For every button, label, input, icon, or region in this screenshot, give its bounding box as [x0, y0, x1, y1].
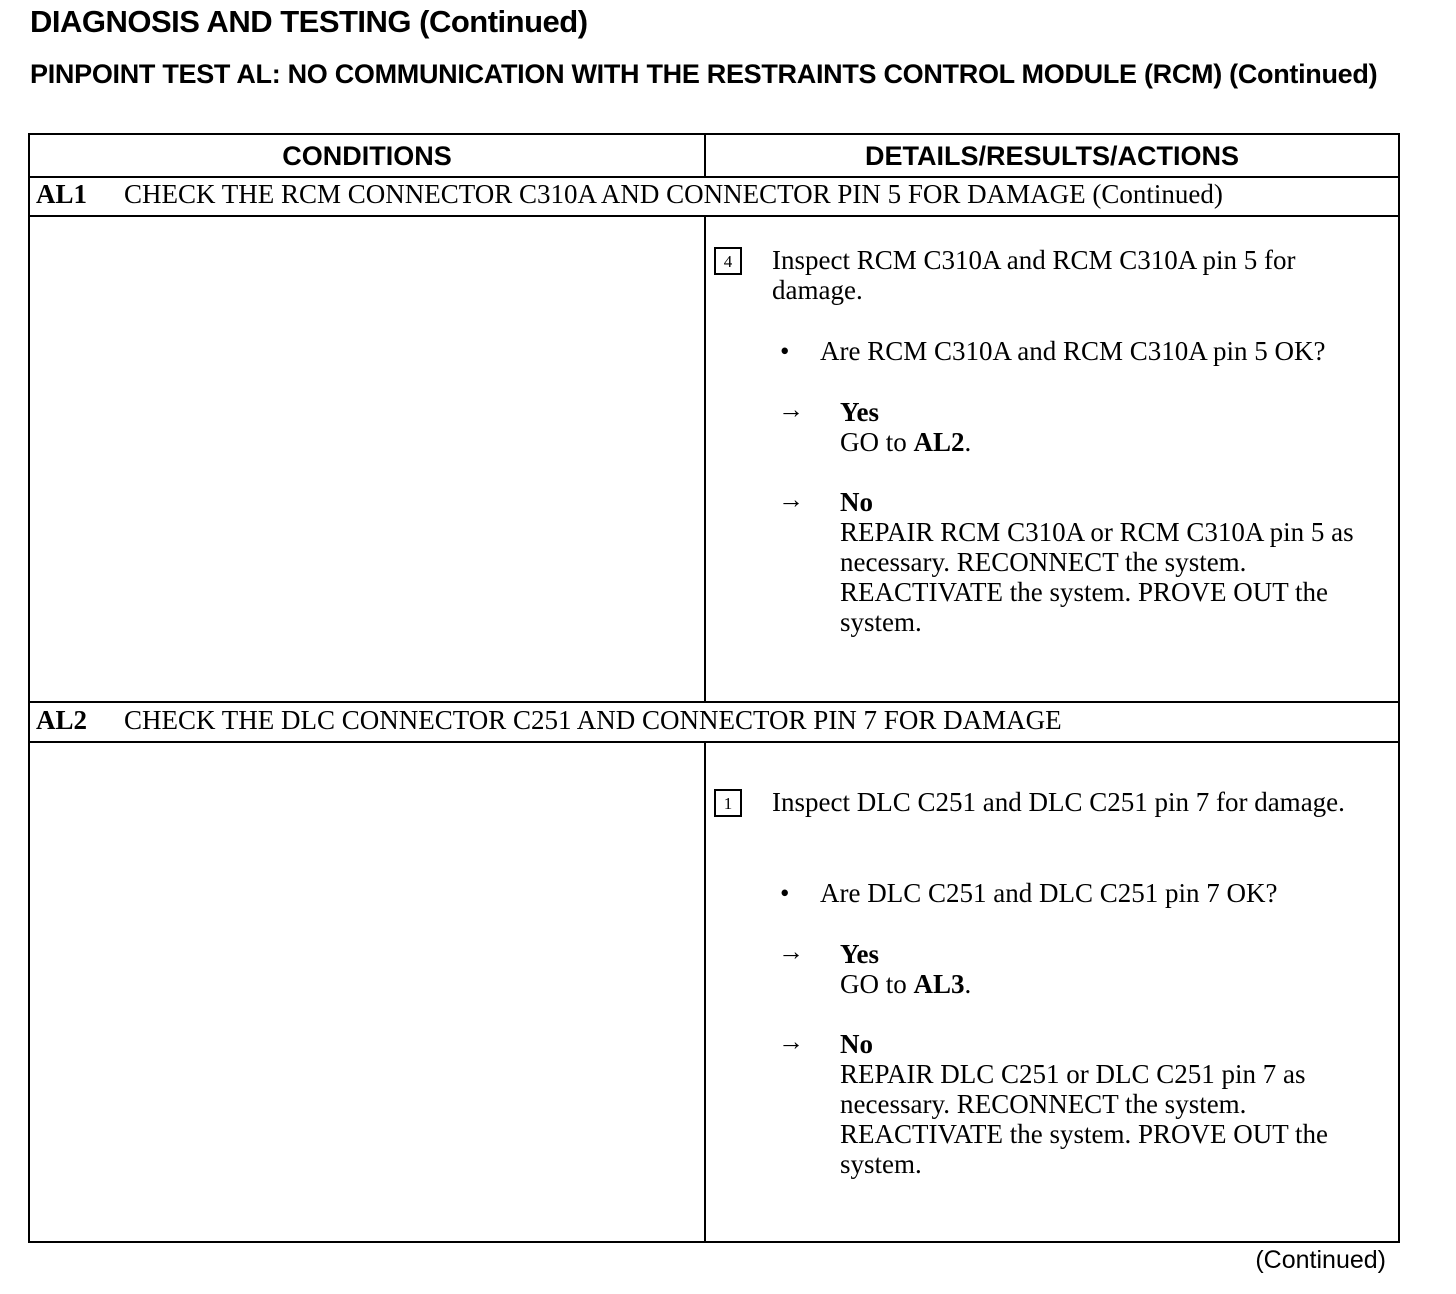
- bullet-icon: •: [780, 878, 790, 908]
- continued-footer: (Continued): [1255, 1246, 1386, 1274]
- bullet-icon: •: [780, 336, 790, 366]
- no-action: REPAIR DLC C251 or DLC C251 pin 7 as necessary. RECONNECT the system. REACTIVATE the system. PROVE OUT the system.: [840, 1059, 1328, 1179]
- step-heading: CHECK THE DLC CONNECTOR C251 AND CONNECTOR PIN 7 FOR DAMAGE: [124, 705, 1062, 735]
- step-id: AL2: [36, 705, 88, 735]
- step-heading-row: [36, 705, 1062, 736]
- step-heading: CHECK THE RCM CONNECTOR C310A AND CONNECTOR PIN 5 FOR DAMAGE (Continued): [124, 179, 1223, 209]
- yes-action-target: AL3: [913, 969, 965, 999]
- step-instruction: Inspect RCM C310A and RCM C310A pin 5 for damage.: [772, 245, 1296, 305]
- no-result: [840, 487, 1400, 637]
- column-header-conditions: CONDITIONS: [282, 141, 452, 171]
- yes-result: [840, 939, 1400, 999]
- arrow-right-icon: →: [778, 485, 804, 514]
- column-header-details: DETAILS/RESULTS/ACTIONS: [864, 141, 1239, 171]
- step-id: AL1: [36, 179, 88, 209]
- page-title: DIAGNOSIS AND TESTING (Continued): [30, 4, 588, 39]
- no-label: No: [840, 487, 873, 517]
- no-result: [840, 1029, 1400, 1179]
- column-divider: [704, 217, 706, 701]
- arrow-right-icon: →: [778, 1027, 804, 1056]
- no-action: REPAIR RCM C310A or RCM C310A pin 5 as necessary. RECONNECT the system. REACTIVATE the system. PROVE OUT the system.: [840, 517, 1354, 637]
- step-heading-row: [36, 179, 1223, 210]
- yes-action-suffix: .: [964, 427, 972, 457]
- yes-action-prefix: GO to: [840, 969, 914, 999]
- step-instruction: Inspect DLC C251 and DLC C251 pin 7 for damage.: [772, 787, 1345, 817]
- yes-action-target: AL2: [913, 427, 965, 457]
- yes-label: Yes: [840, 397, 879, 427]
- pinpoint-test-title: PINPOINT TEST AL: NO COMMUNICATION WITH THE RESTRAINTS CONTROL MODULE (RCM) (Continued): [30, 59, 1378, 89]
- yes-label: Yes: [840, 939, 879, 969]
- column-divider: [704, 135, 706, 176]
- column-divider: [704, 743, 706, 1243]
- step-number-box: 4: [714, 247, 742, 275]
- row-divider: [30, 215, 1398, 217]
- yes-action-prefix: GO to: [840, 427, 914, 457]
- arrow-right-icon: →: [778, 937, 804, 966]
- step-number-box: 1: [714, 789, 742, 817]
- step-question: Are RCM C310A and RCM C310A pin 5 OK?: [820, 336, 1326, 366]
- header-divider: [30, 176, 1398, 178]
- arrow-right-icon: →: [778, 395, 804, 424]
- row-divider: [30, 701, 1398, 703]
- step-question: Are DLC C251 and DLC C251 pin 7 OK?: [820, 878, 1278, 908]
- no-label: No: [840, 1029, 873, 1059]
- row-divider: [30, 741, 1398, 743]
- yes-result: [840, 397, 1400, 457]
- pinpoint-test-table: [28, 133, 1400, 1243]
- yes-action-suffix: .: [964, 969, 972, 999]
